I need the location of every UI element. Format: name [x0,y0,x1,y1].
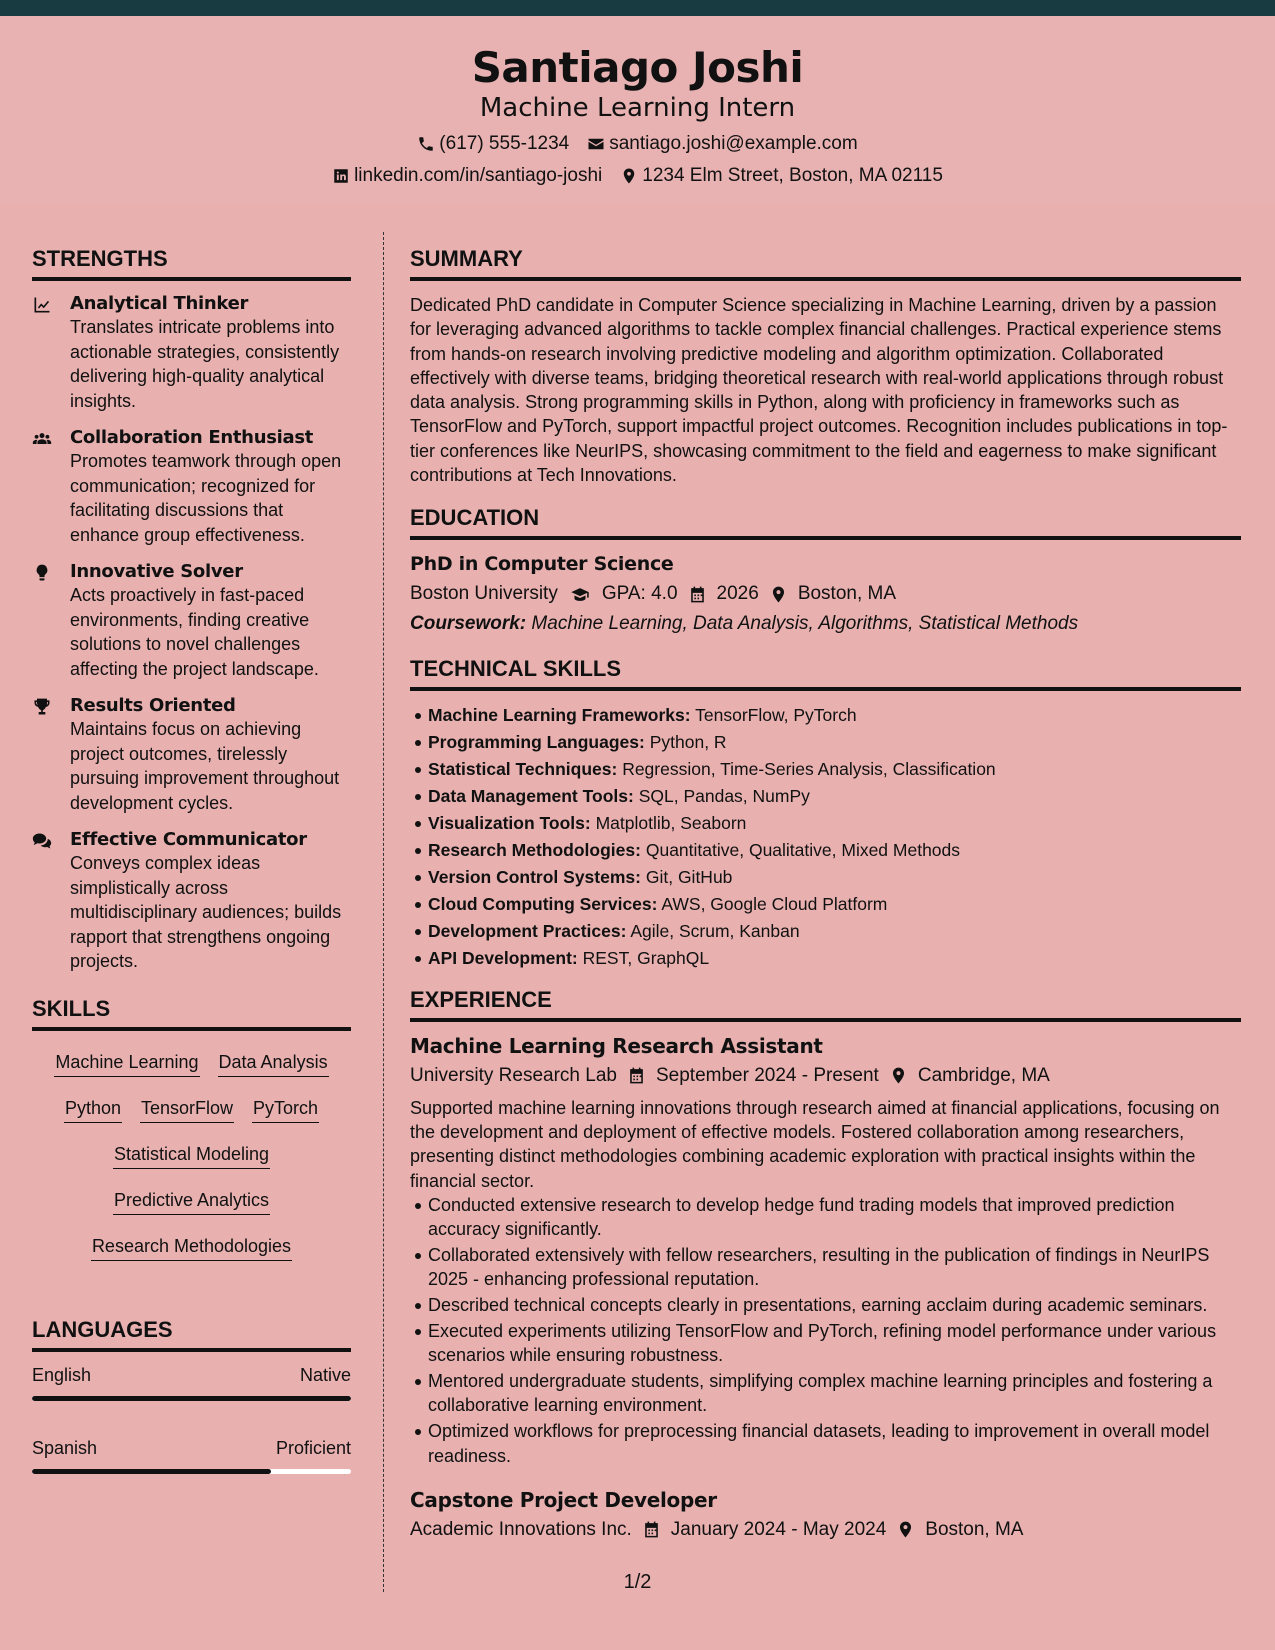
job-bullet: Executed experiments utilizing TensorFlow and PyTorch, refining model performance under various scenarios while ensuring robustness. [410,1319,1241,1368]
strength-description: Acts proactively in fast-paced environments, finding creative solutions to novel challenges affecting the project landscape. [70,585,319,679]
job-bullet: Mentored undergraduate students, simplifying complex machine learning principles and fostering a collaborative learning environment. [410,1369,1241,1418]
technical-skill-value: TensorFlow, PyTorch [695,705,857,726]
language-level: Proficient [275,1437,351,1458]
strength-icon-wrap [32,695,70,815]
calendar-icon [642,1520,661,1539]
language-row [32,1364,351,1386]
strength-body [70,561,351,681]
job-dates: September 2024 - Present [655,1064,879,1086]
technical-skill-item [410,784,1241,809]
map-marker-icon [889,1066,908,1085]
technical-skill-label: Research Methodologies: [428,840,641,861]
strength-body [70,695,351,815]
phone-icon [417,135,435,153]
languages-list [32,1364,351,1474]
technical-skill-label: Machine Learning Frameworks: [428,705,691,726]
languages-heading: LANGUAGES [32,1317,351,1352]
experience-item [410,1034,1241,1468]
strength-icon-wrap [32,293,70,413]
map-marker-icon [896,1520,915,1539]
graduation-cap-icon [568,585,592,604]
strength-item [32,561,351,681]
education-school: Boston University [410,583,558,605]
linkedin-icon [332,167,350,185]
email-text: santiago.joshi@example.com [609,133,858,154]
strength-title: Results Oriented [70,695,236,716]
job-bullet: Described technical concepts clearly in presentations, earning acclaim during academic seminars. [410,1293,1241,1317]
summary-text: Dedicated PhD candidate in Computer Science specializing in Machine Learning, driven by a passion for leveraging advanced algorithms to tackle complex financial challenges. Practical experience stems from hands-on research involving predictive modeling and algorithm optimization. Collaborated effectively with diverse teams, bridging theoretical research with real-world applications through robust data analysis. Strong programming skills in Python, along with proficiency in frameworks such as TensorFlow and PyTorch, support impactful project outcomes. Recognition includes publications in top-tier conferences like NeurIPS, showcasing commitment to the field and eagerness to make significant contributions at Tech Innovations. [410,295,1228,486]
strength-description: Conveys complex ideas simplistically across multidisciplinary audiences; builds rapport that strengthens ongoing projects. [70,853,342,971]
language-proficiency-fill [32,1469,271,1474]
technical-skill-value: REST, GraphQL [582,948,710,969]
candidate-name: Santiago Joshi [471,43,804,92]
strength-item [32,293,351,413]
language-name: Spanish [32,1437,98,1458]
map-marker-icon [769,585,788,604]
technical-skill-value: Matplotlib, Seaborn [595,813,747,834]
skill-tag: Predictive Analytics [113,1189,270,1215]
job-title: Machine Learning Research Assistant [410,1033,823,1058]
strength-icon-wrap [32,561,70,681]
left-column [32,246,351,1510]
job-title: Capstone Project Developer [410,1487,717,1512]
strength-item [32,695,351,815]
resume-header [0,16,1275,205]
skill-tag: Statistical Modeling [113,1143,270,1169]
job-location: Cambridge, MA [917,1064,1050,1086]
summary-heading: SUMMARY [410,246,1241,281]
job-location: Boston, MA [925,1518,1024,1540]
strength-title: Effective Communicator [70,829,307,850]
education-degree: PhD in Computer Science [410,553,674,576]
strength-title: Analytical Thinker [70,293,249,314]
strength-body [70,293,351,413]
skill-tag: Data Analysis [218,1051,329,1077]
top-accent-bar [0,0,1275,16]
map-marker-icon [620,167,638,185]
technical-skill-label: Visualization Tools: [428,813,591,834]
technical-skill-value: Python, R [649,732,727,753]
strengths-heading: STRENGTHS [32,246,351,281]
technical-skill-item [410,703,1241,728]
page-number: 1/2 [623,1571,652,1593]
linkedin-text: linkedin.com/in/santiago-joshi [354,165,603,186]
phone-contact [417,132,569,156]
skill-tag: Machine Learning [54,1051,199,1077]
linkedin-contact[interactable] [332,164,602,188]
technical-skill-value: SQL, Pandas, NumPy [638,786,810,807]
column-divider [383,232,384,1592]
comments-icon [32,831,52,851]
calendar-icon [627,1066,646,1085]
education-year: 2026 [716,583,759,605]
language-proficiency-bar [32,1396,351,1401]
technical-skill-label: Development Practices: [428,921,627,942]
job-meta [410,1518,1241,1542]
job-dates: January 2024 - May 2024 [670,1518,887,1540]
skills-row [32,1097,351,1123]
language-level: Native [299,1364,351,1385]
strength-icon-wrap [32,829,70,974]
candidate-title: Machine Learning Intern [479,93,796,123]
technical-skill-label: Programming Languages: [428,732,645,753]
strength-description: Maintains focus on achieving project outcomes, tirelessly pursuing improvement throughout development cycles. [70,719,340,813]
language-row [32,1437,351,1459]
technical-skill-item [410,865,1241,890]
address-contact [620,164,943,188]
language-proficiency-fill [32,1396,351,1401]
job-bullet: Collaborated extensively with fellow researchers, resulting in the publication of findings in NeurIPS 2025 - enhancing professional reputation. [410,1243,1241,1292]
experience-list [410,1034,1241,1542]
language-proficiency-bar [32,1469,351,1474]
language-name: English [32,1364,92,1385]
strength-body [70,829,351,974]
technical-skill-value: AWS, Google Cloud Platform [661,894,888,915]
education-location: Boston, MA [797,583,897,605]
lightbulb-icon [32,563,52,583]
technical-skill-value: Regression, Time-Series Analysis, Classification [622,759,996,780]
education-heading: EDUCATION [410,505,1241,540]
technical-skills-heading: TECHNICAL SKILLS [410,656,1241,691]
chart-line-icon [32,295,52,315]
job-bullet: Optimized workflows for preprocessing financial datasets, leading to improvement in overall model readiness. [410,1419,1241,1468]
trophy-icon [32,697,52,717]
job-bullet: Conducted extensive research to develop hedge fund trading models that improved prediction accuracy significantly. [410,1193,1241,1242]
skills-list [32,1043,351,1271]
strength-item [32,829,351,974]
technical-skill-value: Quantitative, Qualitative, Mixed Methods [645,840,961,861]
skills-row [32,1051,351,1077]
technical-skill-item [410,811,1241,836]
users-icon [32,429,52,449]
contact-row-1 [0,132,1275,156]
skill-tag: TensorFlow [140,1097,234,1123]
envelope-icon [587,135,605,153]
strength-description: Translates intricate problems into actionable strategies, consistently delivering high-quality analytical insights. [70,317,340,411]
strengths-list [32,293,351,974]
skills-row [32,1189,351,1215]
technical-skill-item [410,838,1241,863]
strength-body [70,427,351,547]
skill-tag: PyTorch [252,1097,319,1123]
education-gpa: GPA: 4.0 [601,583,678,605]
language-item [32,1437,351,1474]
technical-skill-label: Cloud Computing Services: [428,894,658,915]
technical-skill-item [410,919,1241,944]
education-meta [410,582,1241,606]
job-organization: University Research Lab [410,1064,617,1086]
right-column [410,246,1241,1562]
skills-row [32,1143,351,1169]
job-bullets [410,1193,1241,1468]
phone-text: (617) 555-1234 [439,133,570,154]
email-contact[interactable] [587,132,857,156]
coursework-text: Machine Learning, Data Analysis, Algorithms, Statistical Methods [531,613,1079,635]
address-text: 1234 Elm Street, Boston, MA 02115 [642,165,943,186]
technical-skill-value: Agile, Scrum, Kanban [630,921,800,942]
technical-skills-list [410,703,1241,971]
strength-icon-wrap [32,427,70,547]
technical-skill-item [410,892,1241,917]
job-organization: Academic Innovations Inc. [410,1518,632,1540]
education-coursework [410,612,1241,636]
technical-skill-value: Git, GitHub [645,867,733,888]
technical-skill-label: API Development: [428,948,578,969]
technical-skill-item [410,730,1241,755]
strength-description: Promotes teamwork through open communication; recognized for facilitating discussions that enhance group effectiveness. [70,451,342,545]
skill-tag: Research Methodologies [91,1235,292,1261]
contact-row-2 [0,164,1275,188]
strength-title: Collaboration Enthusiast [70,427,314,448]
job-meta [410,1064,1241,1088]
technical-skill-item [410,757,1241,782]
language-item [32,1364,351,1401]
skills-row [32,1235,351,1261]
technical-skill-item [410,946,1241,971]
skills-heading: SKILLS [32,996,351,1031]
calendar-icon [688,585,707,604]
coursework-label: Coursework: [410,613,527,635]
experience-item [410,1488,1241,1542]
strength-title: Innovative Solver [70,561,243,582]
technical-skill-label: Version Control Systems: [428,867,641,888]
technical-skill-label: Data Management Tools: [428,786,634,807]
strength-item [32,427,351,547]
skill-tag: Python [64,1097,122,1123]
experience-heading: EXPERIENCE [410,987,1241,1022]
technical-skill-label: Statistical Techniques: [428,759,618,780]
job-description: Supported machine learning innovations through research aimed at financial applications, focusing on the development and deployment of effective models. Fostered collaboration among researchers, presenting distinct methodologies combining academic exploration with practical insights within the financial sector. [410,1097,1220,1191]
